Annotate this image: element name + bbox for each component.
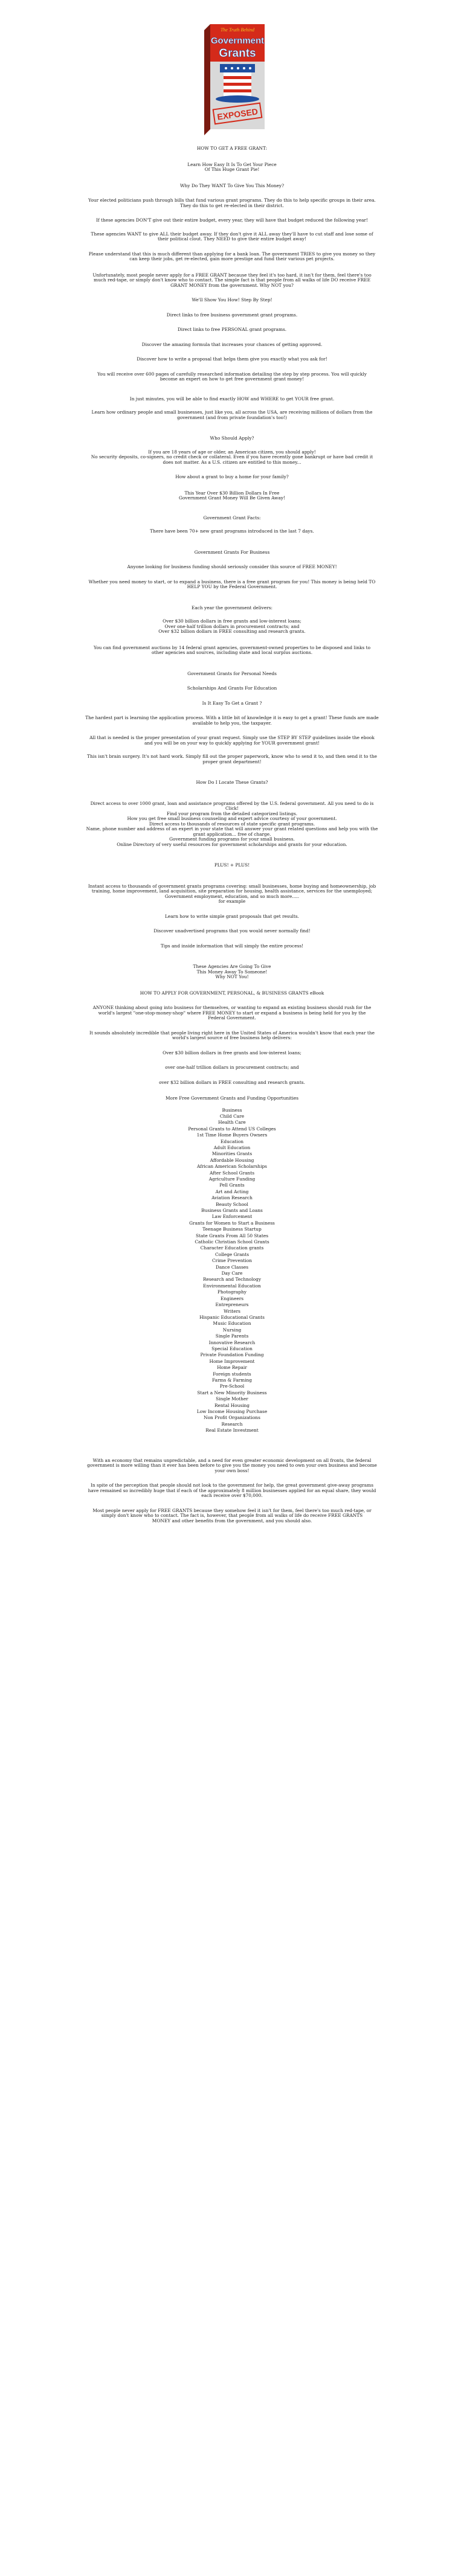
ebook-cover-image xyxy=(196,22,268,136)
body-paragraph: The hardest part is learning the application process. With a little bit of knowledge it is easy to get a grant! These funds are made available to help you, the taxpayer. xyxy=(85,715,379,726)
closing-paragraph: In spite of the perception that people should not look to the government for help, the great government give-away programs have remained so incredibly huge that if each of the approximately 8 million businesses applied for an equal share, they would each receive over $70,000. xyxy=(88,1482,376,1499)
body-paragraph: Is It Easy To Get a Grant ? xyxy=(202,700,262,706)
opportunity-item: Home Improvement xyxy=(209,1358,255,1364)
opportunity-item: Pre-School xyxy=(219,1383,245,1389)
body-paragraph: If these agencies DON'T give out their entire budget, every year, they will have that budget reduced the following year! xyxy=(96,217,368,223)
body-paragraph: Please understand that this is much different than applying for a bank loan. The government TRIES to give you money so they can keep their jobs, get re-elected, gain more prestige and fund their various pet projects. xyxy=(88,251,376,261)
cover-stamp: EXPOSED xyxy=(216,106,259,122)
body-paragraph: Discover how to write a proposal that helps them give you exactly what you ask for! xyxy=(137,356,327,362)
opportunity-item: Personal Grants to Attend US Colleges xyxy=(188,1126,276,1132)
opportunity-item: Research xyxy=(221,1421,243,1427)
opportunity-item: Adult Education xyxy=(213,1144,251,1150)
opportunity-item: Special Education xyxy=(211,1345,253,1351)
opportunity-item: Start a New Minority Business xyxy=(197,1389,267,1395)
body-paragraph: HOW TO APPLY FOR GOVERNMENT, PERSONAL, & BUSINESS GRANTS eBook xyxy=(140,990,324,996)
body-paragraph: Whether you need money to start, or to expand a business, there is a free grant program for you! This money is being held TO HELP YOU by the Federal Government. xyxy=(88,578,376,589)
cover-line1: The Truth Behind xyxy=(220,27,255,33)
opportunity-item: Beauty School xyxy=(216,1201,248,1207)
opportunity-item: Business xyxy=(222,1107,242,1113)
body-paragraph: ANYONE thinking about going into business for themselves, or wanting to expand an existing business should rush for the world's largest "one-stop-money-shop" where FREE MONEY to start or expand a business is being held for you by the Federal Government. xyxy=(92,1005,372,1020)
opportunity-item: Environmental Education xyxy=(203,1283,261,1289)
body-paragraph: Instant access to thousands of government grants programs covering: small businesses, home buying and homeownership, job training, home improvement, land acquisition, site preparation for housing, health assistance, services for the unemployed; Government employment, education, and so much more..... for example xyxy=(88,883,376,904)
body-paragraph: These Agencies Are Going To Give This Money Away To Someone! Why NOT You! xyxy=(193,964,271,979)
closing-paragraph: With an economy that remains unpredictable, and a need for even greater economic development on all fronts, the federal government is more willing than it ever has been before to give you the money you need to own your own business and become your own boss! xyxy=(87,1457,377,1473)
body-paragraph: Over $30 billion dollars in free grants and low-interest loans; Over one-half trillion dollars in procurement contracts; and Over $32 billion dollars in FREE consulting and research grants. xyxy=(158,618,306,634)
opportunity-item: Entrepreneurs xyxy=(215,1302,249,1308)
body-paragraph: If you are 18 years of age or older, an American citizen, you should apply! No security deposits, co-signers, no credit check or collateral. Even if you have recently gone bankrupt or have bad credit it does not matter. As a U.S. citizen are entitled to this money... xyxy=(91,449,373,465)
opportunity-item: 1st Time Home Buyers Owners xyxy=(196,1132,268,1138)
opportunity-item: Aviation Research xyxy=(211,1195,253,1201)
opportunity-item: Farms & Farming xyxy=(211,1377,253,1383)
opportunity-item: Catholic Christian School Grants xyxy=(195,1239,269,1245)
opportunity-item: Real Estate Investment xyxy=(205,1427,259,1434)
opportunity-item: Character Education grants xyxy=(200,1245,264,1251)
body-paragraph: Discover unadvertised programs that you would never normally find! xyxy=(153,928,311,934)
opportunity-item: Health Care xyxy=(218,1120,246,1126)
opportunity-item: After School Grants xyxy=(209,1170,255,1176)
body-paragraph: Direct links to free business government grant programs. xyxy=(166,312,298,318)
body-paragraph: Why Do They WANT To Give You This Money? xyxy=(179,182,285,188)
body-paragraph: Learn how to write simple grant proposals that get results. xyxy=(164,913,300,919)
article-body xyxy=(6,146,458,1101)
body-paragraph: Learn How Easy It Is To Get Your Piece Of This Huge Grant Pie! xyxy=(187,161,277,172)
opportunities-list xyxy=(6,1107,458,1434)
opportunity-item: Low Income Housing Purchase xyxy=(196,1409,268,1414)
opportunity-item: Business Grants and Loans xyxy=(201,1208,263,1213)
body-paragraph: Discover the amazing formula that increases your chances of getting approved. xyxy=(141,341,323,347)
body-paragraph: Anyone looking for business funding should seriously consider this source of FREE MONEY! xyxy=(127,564,337,569)
opportunity-item: College Grants xyxy=(214,1251,250,1257)
opportunity-item: Hispanic Educational Grants xyxy=(199,1314,265,1320)
body-paragraph: Scholarships And Grants For Education xyxy=(187,685,277,691)
opportunity-item: Grants for Women to Start a Business xyxy=(189,1220,275,1226)
body-paragraph: There have been 70+ new grant programs introduced in the last 7 days. xyxy=(150,528,314,534)
body-paragraph: Each year the government delivers: xyxy=(191,604,273,610)
opportunity-item: Music Education xyxy=(213,1321,251,1327)
body-paragraph: Direct links to free PERSONAL grant programs. xyxy=(177,327,287,332)
cover-line2: Government xyxy=(210,36,265,46)
opportunity-item: Innovative Research xyxy=(208,1339,256,1345)
opportunity-item: Minorities Grants xyxy=(211,1151,253,1157)
opportunity-item: Writers xyxy=(224,1308,240,1314)
body-paragraph: In just minutes, you will be able to find exactly HOW and WHERE to get YOUR free grant. xyxy=(129,396,335,402)
body-paragraph: over $32 billion dollars in FREE consulting and research grants. xyxy=(159,1079,305,1085)
opportunity-item: Research and Technology xyxy=(202,1277,262,1283)
opportunity-item: Private Foundation Funding xyxy=(200,1352,264,1358)
body-paragraph: This Year Over $30 Billion Dollars In Free Government Grant Money Will Be Given Away! xyxy=(178,490,286,501)
opportunity-item: Art and Acting xyxy=(215,1188,249,1194)
body-paragraph: How Do I Locate These Grants? xyxy=(196,780,268,785)
opportunity-item: Foreign students xyxy=(213,1371,251,1377)
opportunity-item: Single Parents xyxy=(215,1333,249,1339)
body-paragraph: You will receive over 600 pages of carefully researched information detailing the step by step process. You will quickly become an expert on how to get free government grant money! xyxy=(97,371,367,382)
opportunity-item: Teenage Business Startup xyxy=(202,1226,262,1232)
opportunity-item: Dance Classes xyxy=(215,1264,249,1270)
body-paragraph: It sounds absolutely incredible that people living right here in the United States of America wouldn't know that each year the world's largest source of free business help delivers: xyxy=(89,1030,375,1040)
opportunity-item: Child Care xyxy=(219,1113,245,1119)
body-paragraph: More Free Government Grants and Funding Opportunities xyxy=(165,1095,299,1101)
opportunity-item: Photography xyxy=(218,1289,246,1295)
opportunity-item: African American Scholarships xyxy=(197,1164,267,1170)
body-paragraph: Government Grant Facts: xyxy=(203,514,261,521)
opportunity-item: Non Profit Organizations xyxy=(204,1415,260,1421)
opportunity-item: State Grants From All 50 States xyxy=(195,1232,269,1238)
body-paragraph: This isn't brain surgery. It's not hard work. Simply fill out the proper paperwork, know who to send it to, and then send it to the proper grant department! xyxy=(87,754,377,764)
body-paragraph: Your elected politicians push through bills that fund various grant programs. They do this to help specific groups in their area. They do this to get re-elected in their district. xyxy=(88,197,376,208)
opportunity-item: Pell Grants xyxy=(219,1182,245,1188)
body-paragraph: PLUS! + PLUS! xyxy=(214,862,250,868)
opportunity-item: Education xyxy=(221,1138,243,1144)
body-paragraph: Who Should Apply? xyxy=(210,435,254,441)
body-paragraph: Direct access to over 1000 grant, loan and assistance programs offered by the U.S. federal government. All you need to do is Click! Find your program from the detailed categorized listings. How you get free small business counseling and expert advice courtesy of your government. Direct access to thousands of resources of state specific grant programs. Name, phone number and address of an expert in your state that will answer your grant related questions and help you with the grant application... free of charge. Government funding programs for your small business. Online Directory of very useful resources for government scholarships and grants for your education. xyxy=(86,800,378,847)
body-paragraph: Unfortunately, most people never apply for a FREE GRANT because they feel it's too hard, it isn't for them, feel there's too much red-tape, or simply don't know who to contact. The simple fact is that people from all walks of life DO receive FREE GRANT MONEY from the government. Why NOT you? xyxy=(92,272,372,288)
opportunity-item: Law Enforcement xyxy=(211,1214,253,1220)
opportunity-item: Nursing xyxy=(222,1327,242,1333)
body-paragraph: over one-half trillion dollars in procurement contracts; and xyxy=(165,1065,299,1070)
opportunity-item: Agriculture Funding xyxy=(208,1176,256,1182)
opportunity-item: Home Repair xyxy=(217,1365,247,1371)
body-paragraph: These agencies WANT to give ALL their budget away. If they don't give it ALL away they'll have to cut staff and lose some of their political clout. They NEED to give their entire budget away! xyxy=(91,231,373,242)
opportunity-item: Rental Housing xyxy=(214,1402,250,1408)
body-paragraph: HOW TO GET A FREE GRANT: xyxy=(196,146,268,151)
body-paragraph: Government Grants for Personal Needs xyxy=(187,670,277,676)
body-paragraph: We'll Show You How! Step By Step! xyxy=(192,297,272,303)
opportunity-item: Single Mother xyxy=(216,1396,248,1402)
body-paragraph: Over $30 billion dollars in free grants and low-interest loans; xyxy=(163,1049,301,1056)
closing-section xyxy=(6,1458,458,1524)
opportunity-item: Day Care xyxy=(221,1270,243,1277)
opportunity-item: Engineers xyxy=(220,1295,244,1301)
body-paragraph: All that is needed is the proper presentation of your grant request. Simply use the STEP BY STEP guidelines inside the ebook and you will be on your way to quickly applying for YOUR government grant! xyxy=(89,735,375,746)
body-paragraph: Learn how ordinary people and small businesses, just like you, all across the USA, are receiving millions of dollars from the government (and from private foundation's too!) xyxy=(91,409,373,420)
body-paragraph: How about a grant to buy a home for your family? xyxy=(175,474,289,479)
body-paragraph: Tips and inside information that will simply the entire process! xyxy=(160,943,304,949)
opportunity-item: Crime Prevention xyxy=(211,1258,252,1264)
body-paragraph: You can find government auctions by 14 federal grant agencies, government-owned properties to be disposed and links to other agencies and sources, including state and local surplus auctions. xyxy=(93,644,371,655)
cover-line3: Grants xyxy=(219,47,256,60)
opportunity-item: Affordable Housing xyxy=(210,1157,254,1163)
page xyxy=(0,22,464,1523)
body-paragraph: Government Grants For Business xyxy=(194,549,270,555)
closing-paragraph: Most people never apply for FREE GRANTS because they somehow feel it isn't for them, feel there's too much red-tape, or simply don't know who to contact. The fact is, however, that people from all walks of life do receive FREE GRANTS MONEY and other benefits from the government, and you should also. xyxy=(92,1507,372,1523)
